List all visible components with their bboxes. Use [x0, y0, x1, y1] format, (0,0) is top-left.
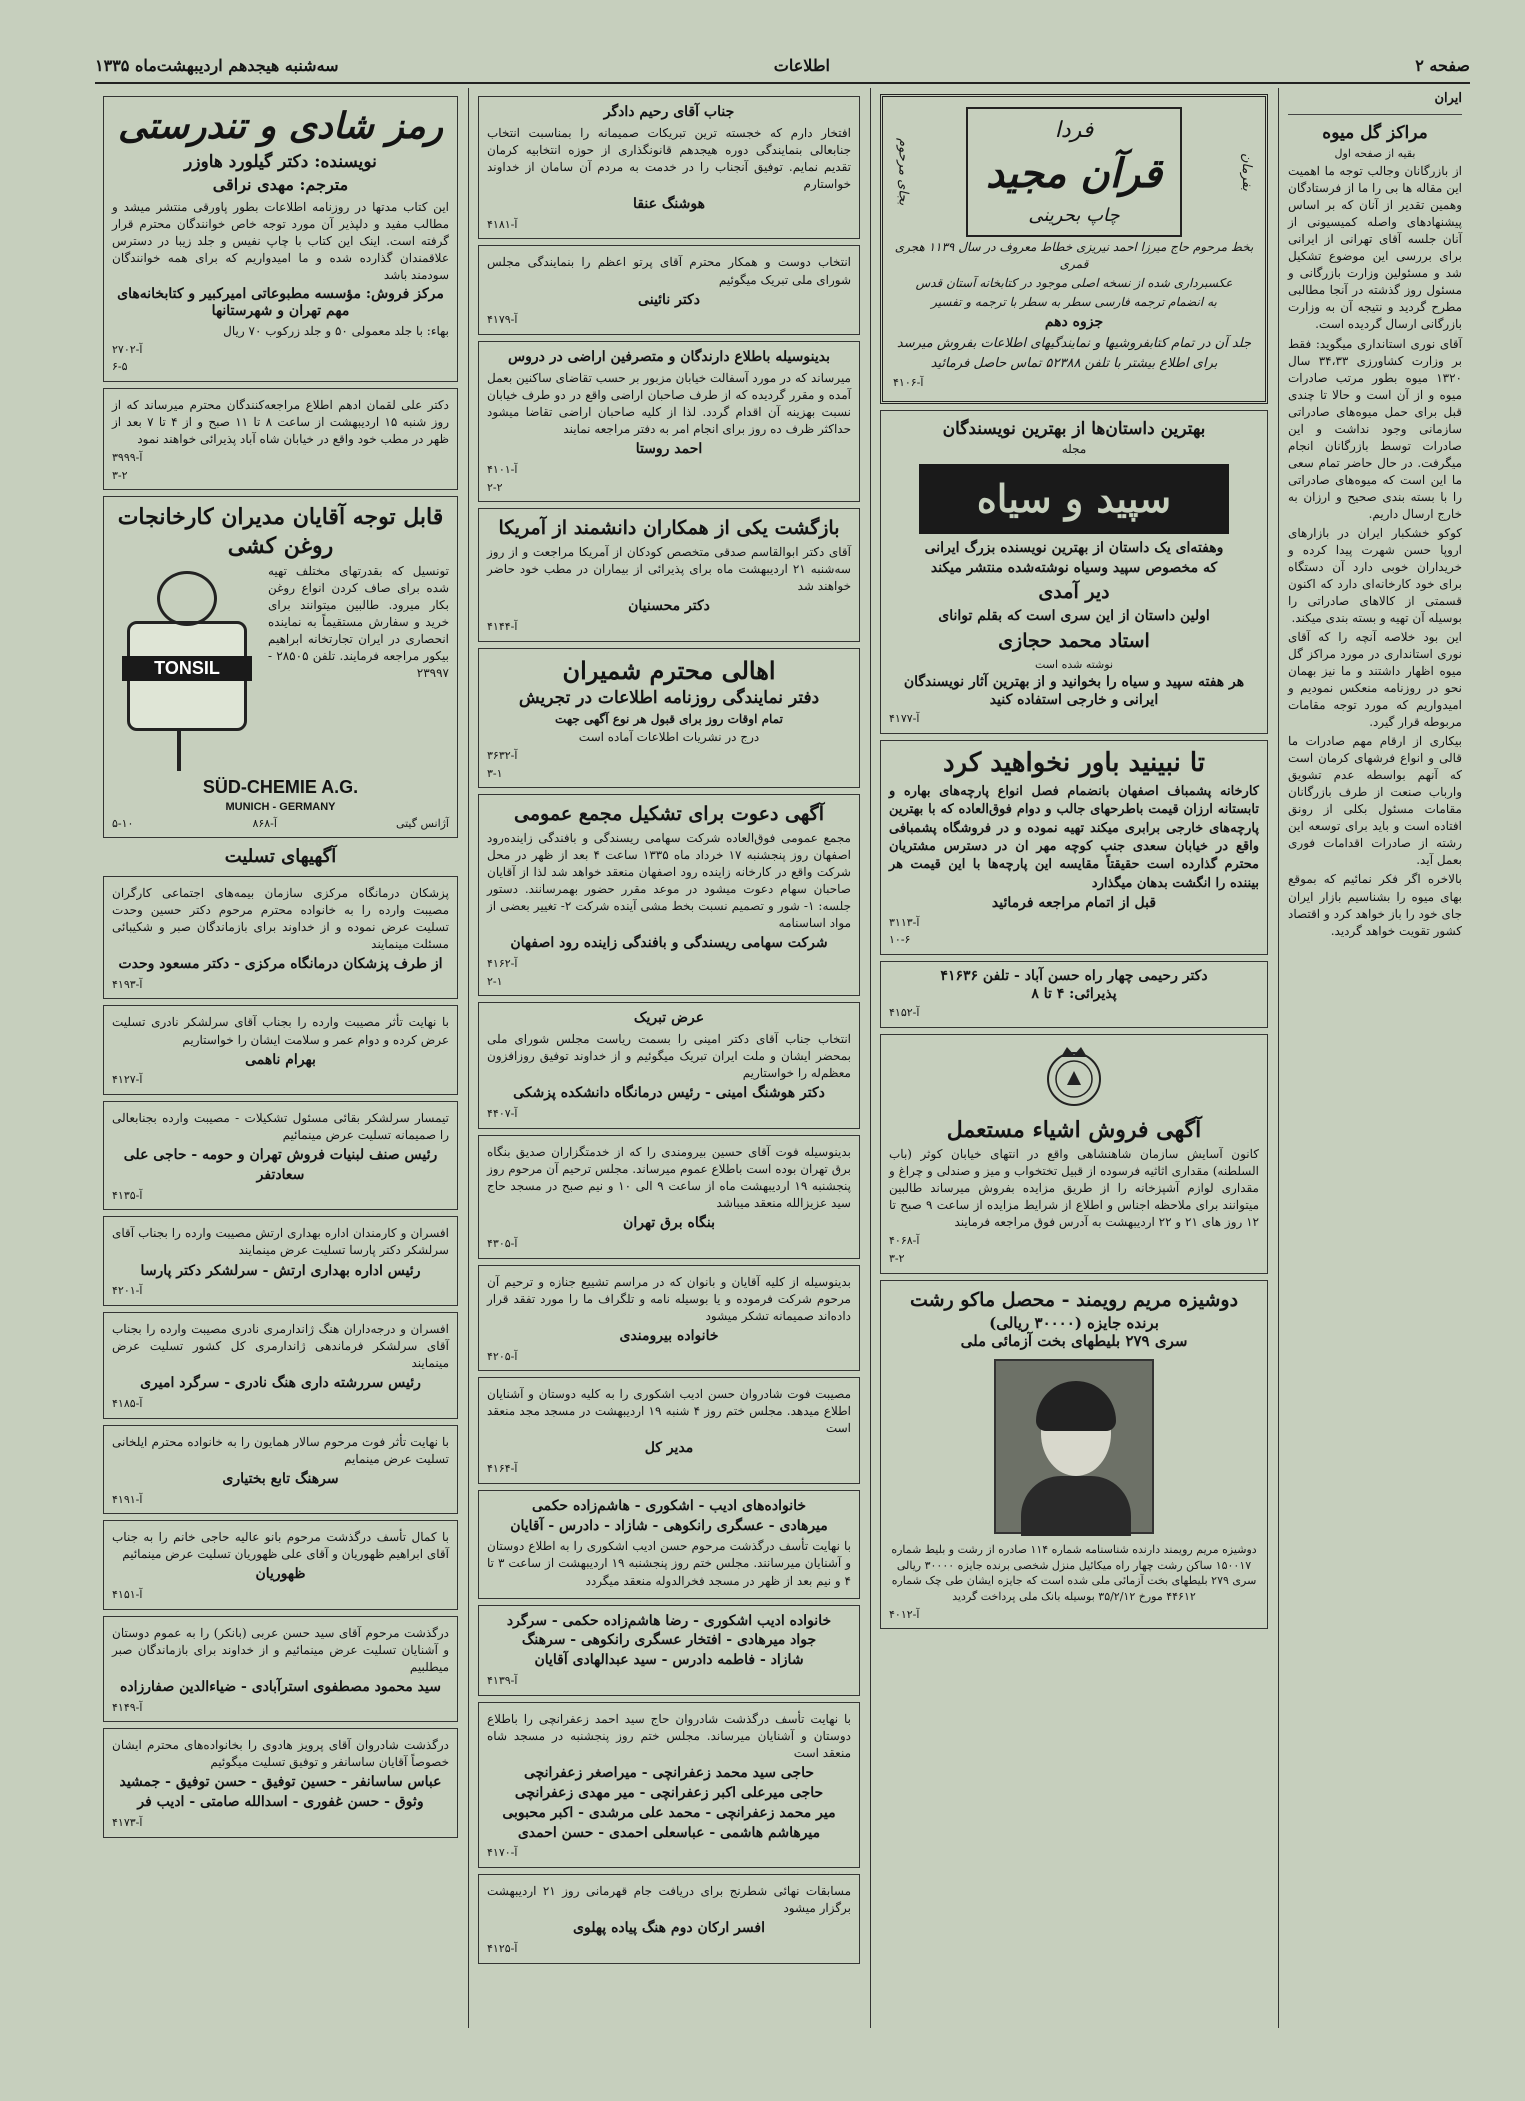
- quran-line: عکسبرداری شده از نسخه اصلی موجود در کتابخانه آستان قدس: [915, 275, 1233, 290]
- ad-body: تیمسار سرلشکر بقائی مسئول تشکیلات - مصیبت وارده بجنابعالی را صمیمانه تسلیت عرض مینمائیم: [112, 1111, 449, 1143]
- death-ad-3: [478, 1377, 860, 1484]
- issue-date: سه‌شنبه هیجدهم اردیبهشت‌ماه ۱۳۳۵: [95, 56, 339, 75]
- ad-code: ۳-۱: [487, 766, 503, 780]
- ad-code: آ-۴۱۷۹: [487, 313, 518, 327]
- ad-sign: دکتر هوشنگ امینی - رئیس درمانگاه دانشکده پزشکی: [513, 1085, 825, 1102]
- quran-line: جلد آن در تمام کتابفروشیها و نمایندگیهای اطلاعات بفروش میرسد: [896, 335, 1252, 351]
- ad-body: آقای دکتر ابوالقاسم صدقی متخصص کودکان از آمریکا مراجعت و از روز سه‌شنبه ۲۱ اردیبهشت ماه برای پذیرائی از بیماران در مطب خود حاضر خواهند شد: [487, 545, 852, 594]
- notice-ad: [478, 1874, 860, 1964]
- news-paragraph: بیکاری از ارقام مهم صادرات ما قالی و انواع فرشهای کرمان است که آنهم بواسطه عدم تشویق وارباب صنعت از طرف بازرگانان مقامات مسئول بکلی از رونق افتاده است و باید برای توسعه این رشته از صادرات اقدامات فوری بعمل آید.: [1288, 734, 1462, 868]
- tonsil-ad: [103, 496, 458, 838]
- book-author: نویسنده: دکتر گیلورد هاوزر: [184, 151, 377, 172]
- ad-code: آ-۴۱۴۹: [112, 1700, 143, 1714]
- ad-body: افسران و درجه‌داران هنگ ژاندارمری نادری مصیبت وارده را بجناب آقای سرلشکر فرماندهی ژاندارمری کل کشور تسلیت عرض مینمایند: [112, 1321, 449, 1371]
- sepid-line: اولین داستان از این سری است که بقلم توانای: [938, 608, 1210, 625]
- ad-title: بدینوسیله باطلاع دارندگان و متصرفین اراضی در دروس: [507, 349, 831, 366]
- families-ad: [478, 1490, 860, 1599]
- ad-body: دکتر علی لقمان ادهم اطلاع مراجعه‌کنندگان محترم میرساند که از روز شنبه ۱۵ اردیبهشت از ساعت ۸ تا ۱۱ صبح و از ۴ تا ۷ بعد از ظهر در مطب خود واقع در خیابان شاه آباد پذیرائی خواهند نمود: [112, 398, 450, 447]
- ad-body: با نهایت تأسف درگذشت مرحوم حسن ادیب اشکوری را به اطلاع دوستان و آشنایان میرسانند. مجلس ختم روز پنجشنبه ۱۹ اردیبهشت از ساعت ۳ تا ۴ و نیم بعد از ظهر در مسجد فخرالدوله منعقد میگردد: [487, 1539, 852, 1588]
- thanks-ad-1: [478, 96, 860, 239]
- ad-code: آ-۴۱۲۷: [112, 1073, 143, 1087]
- column-divider: [1278, 88, 1279, 2028]
- ad-code: آ-۴۱۰۱: [487, 462, 518, 476]
- book-price: بهاء: با جلد معمولی ۵۰ و جلد زرکوب ۷۰ ریال: [223, 323, 449, 338]
- doctor-hours: پذیرائی: ۴ تا ۸: [1031, 985, 1117, 1002]
- page-header: [95, 52, 1470, 82]
- condolence-item: [103, 1520, 458, 1610]
- ad-code: آ-۴۲۰۱: [112, 1284, 143, 1298]
- auction-ad: [880, 1034, 1268, 1274]
- ad-code: آ-۴۱۸۵: [112, 1396, 143, 1410]
- ad-code: ۱۰-۶: [889, 933, 911, 947]
- ad-body: میرساند که در مورد آسفالت خیابان مزبور بر حسب تقاضای ساکنین بعمل آمده و مقرر گردیده که از طرف صاحبان اراضی واقع در دو طرف خیابان نسبت بهزینه آن اقدام گردد. لذا از کلیه صاحبان اراضی تقاضا میشود حداکثر ظرف ده روز برای انجام امر به دفتر مراجعه نمایند: [487, 370, 851, 436]
- ad-sign: ظهوریان: [255, 1566, 306, 1583]
- quran-side-right: بفرمان: [1239, 152, 1254, 191]
- ad-body: با نهایت تأسف درگذشت شادروان حاج سید احمد زعفرانچی را باطلاع دوستان و آشنایان میرساند. مجلس ختم روز پنجشنبه در مسجد شاه منعقد است: [487, 1711, 851, 1760]
- ad-sign: رئیس صنف لبنیات فروش تهران و حومه - حاجی علی سعادتفر: [123, 1147, 438, 1183]
- lottery-caption: دوشیزه مریم رویمند دارنده شناسنامه شماره ۱۱۴ صادره از رشت و بلیط شماره ۱۵۰۰۱۷ ساکن رشت چهار راه میکائیل منزل شخصی برنده جایزه ۳۰۰۰۰ ریالی سری ۲۷۹ بلیطهای بخت آزمائی ملی شده است که جایزه ایشان طی چک شماره ۴۴۶۱۲ مورخ ۳۵/۲/۱۲ بوسیله بانک ملی پرداخت گردید: [891, 1543, 1257, 1603]
- quran-title: قرآن مجید: [986, 150, 1162, 198]
- ad-sign: خانواده بیرومندی: [619, 1327, 719, 1344]
- quran-top: فردا: [1054, 118, 1094, 143]
- ad-sign: عباس ساسانفر - حسین توفیق - حسن توفیق - جمشید وثوق - حسن غفوری - اسدالله صامتی - ادیب فر: [119, 1774, 442, 1811]
- ad-code: آ-۴۱۷۳: [112, 1816, 143, 1830]
- sepid-line: وهفته‌ای یک داستان از بهترین نویسنده بزرگ ایرانی: [924, 540, 1224, 557]
- fabric-line: قبل از اتمام مراجعه فرمائید: [991, 895, 1157, 912]
- ad-code: آ-۴۱۹۱: [112, 1492, 143, 1506]
- ad-line: جواد میرهادی - افتخار عسگری رانکوهی - سرهنگ: [521, 1632, 817, 1649]
- ad-body: انتخاب جناب آقای دکتر امینی را بسمت ریاست مجلس شورای ملی بمحضر ایشان و ملت ایران تبریک میگوئیم و از خداوند توفیق روزافزون معظم‌له را خواستاریم: [487, 1032, 851, 1081]
- tonsil-product-image: [112, 561, 262, 771]
- families-ad-2: [478, 1605, 860, 1696]
- ad-code: ۶-۵: [112, 360, 128, 374]
- death-ad-2: [478, 1265, 860, 1372]
- ad-code: آ-۴۱۳۵: [112, 1188, 143, 1202]
- ad-sign: سرهنگ تابع بختیاری: [222, 1470, 339, 1487]
- ad-sign: از طرف پزشکان درمانگاه مرکزی - دکتر مسعود وحدت: [118, 955, 443, 972]
- ad-body: پزشکان درمانگاه مرکزی سازمان بیمه‌های اجتماعی کارگران مصیبت وارده را به خانواده محترم مرحوم دکتر حسین وحدت تسلیت عرض نموده و از خداوند برای بازماندگان صبر و شکیبائی مسئلت مینمایند: [112, 885, 449, 951]
- ad-sign: سید محمود مصطفوی استرآبادی - ضیاءالدین صفارزاده: [120, 1678, 441, 1695]
- header-rule: [95, 82, 1470, 84]
- sepid-mag: مجله: [1061, 442, 1087, 457]
- news-paragraph: این بود خلاصه آنچه را که آقای نوری استانداری در مورد مراکز گل میوه اظهار داشتند و ما نیز بهمان نحو در روزنامه منعکس نمودیم و امیدواریم که مورد توجه مقامات مربوطه قرار گیرد.: [1288, 630, 1462, 730]
- tonsil-brand: TONSIL: [122, 656, 252, 682]
- dr-ad: [103, 388, 458, 490]
- news-column: [1280, 90, 1470, 2025]
- ad-code: آ-۴۱۶۴: [487, 1462, 518, 1476]
- doctor-ad: [880, 961, 1268, 1028]
- quran-part: جزوه دهم: [1044, 313, 1104, 330]
- ad-body: درگذشت مرحوم آقای سید حسن عربی (بانکر) را به عموم دوستان و آشنایان تسلیت عرض مینمائیم و از خداوند برای بازماندگان صبر میطلبیم: [112, 1625, 449, 1674]
- land-ad: [478, 341, 860, 502]
- tonsil-title: قابل توجه آقایان مدیران کارخانجات روغن کشی: [117, 504, 444, 559]
- sepid-ad: [880, 410, 1268, 734]
- sepid-line: هر هفته سپید و سیاه را بخوانید و از بهترین آثار نویسندگان ایرانی و خارجی استفاده کنید: [903, 674, 1245, 708]
- ad-code: آ-۴۱۷۷: [889, 712, 920, 726]
- news-paragraph: از بازرگانان وجالب توجه ما اهمیت این مقاله ها بی را ما از فرستادگان وهمین تقدیر از آنان که بر اساس پیشنهادهای واصله کمیسیونی از آنان جلسه آقای تهرانی از ایرانی برای بررسی این موضوع تشکیل شد و مسئولین وزارت بازرگانی و مسئول روز گذشته در آنجا مطالبی مطرح گردید و نتیجه آن به وزارت بازرگانی ارسال گردیده است.: [1288, 164, 1462, 332]
- ad-sign: دکتر محسنیان: [628, 598, 710, 615]
- death-ad-1: [478, 1135, 860, 1259]
- ads-column-4: [95, 90, 466, 2025]
- condolence-list: [103, 876, 458, 1838]
- ad-sign: دکتر نائینی: [638, 291, 700, 308]
- ad-code: آ-۴۴۰۷: [487, 1107, 518, 1121]
- sepid-logo: سپید و سیاه: [919, 464, 1229, 534]
- ad-sign: بنگاه برق تهران: [623, 1215, 715, 1232]
- ad-line: خانواده ادیب اشکوری - رضا هاشم‌زاده حکمی - سرگرد: [506, 1612, 832, 1629]
- paper-name: اطلاعات: [773, 56, 830, 75]
- ads-column-2: [872, 90, 1276, 2025]
- ad-sign: رئیس سررشته داری هنگ نادری - سرگرد امیری: [140, 1375, 421, 1392]
- ad-code: آ-۴۱۳۹: [487, 1674, 518, 1688]
- ads-column-3: [470, 90, 868, 2025]
- ad-agent: آژانس گیتی: [395, 816, 449, 830]
- ad-code: آ-۴۱۲۵: [487, 1941, 518, 1955]
- ad-code: آ-۴۱۰۶: [893, 376, 924, 390]
- ad-body: انتخاب دوست و همکار محترم آقای پرتو اعظم را بنمایندگی مجلس شورای ملی تبریک میگوئیم: [487, 255, 851, 287]
- book-title: رمز شادی و تندرستی: [117, 105, 444, 147]
- ad-line: میرهادی - عسگری رانکوهی - شازاد - دادرس - آقایان: [510, 1517, 828, 1534]
- ad-code: آ-۴۱۶۲: [487, 957, 518, 971]
- return-ad: [478, 508, 860, 642]
- ad-code: آ-۴۱۴۴: [487, 620, 518, 634]
- ad-code: ۲-۱: [487, 974, 503, 988]
- sepid-head: بهترین داستان‌ها از بهترین نویسندگان: [942, 419, 1206, 440]
- book-translator: مترجم: مهدی نراقی: [212, 174, 349, 194]
- ad-code: آ-۴۱۹۳: [112, 977, 143, 991]
- doctor-text: دکتر رحیمی چهار راه حسن آباد - تلفن ۴۱۶۳۶: [940, 968, 1208, 985]
- condolence-item: [103, 1728, 458, 1837]
- ad-code: آ-۴۱۸۱: [487, 217, 518, 231]
- ad-code: آ-۴۱۵۱: [112, 1588, 143, 1602]
- sepid-line: نوشته شده است: [1035, 657, 1113, 671]
- sepid-author: استاد محمد حجازی: [998, 629, 1150, 652]
- ad-line: میر محمد زعفرانچی - محمد علی مرشدی - اکبر محبوبی: [502, 1804, 836, 1821]
- ad-code: آ-۴۱۵۲: [889, 1006, 920, 1020]
- book-body: این کتاب مدتها در روزنامه اطلاعات بطور پاورقی منتشر میشد و مطالب مفید و دلپذیر آن مورد توجه خاص خوانندگان محترم قرار گرفته است. اینک این کتاب با چاپ نفیس و جلد زیبا در دسترس علاقمندان گذارده شده و ما امیدواریم که برای همه خوانندگان سودمند باشد: [112, 199, 449, 282]
- ad-line: درج در نشریات اطلاعات آماده است: [578, 729, 760, 744]
- page-number: صفحه ۲: [1415, 56, 1470, 75]
- ad-title: آگهی دعوت برای تشکیل مجمع عمومی: [514, 803, 824, 826]
- maker-name: SÜD-CHEMIE A.G.: [202, 776, 359, 797]
- column-divider: [468, 88, 469, 2028]
- quran-side-left: بجای مرحوم: [895, 138, 911, 206]
- condolence-item: [103, 876, 458, 1000]
- news-paragraph: کوکو خشکبار ایران در بازارهای اروپا حسن شهرت پیدا کرده و خریداران خوبی دارد آن دستگاه برای خود کارخانه‌ای دارد که اکنون قسمتی از کالاهای صادراتی را بوسیله آن تهیه و بسته بندی میکند.: [1288, 525, 1462, 625]
- winner-photo: [994, 1359, 1154, 1534]
- ad-code: آ-۴۲۰۵: [487, 1349, 518, 1363]
- ad-code: آ-۴۳۰۵: [487, 1236, 518, 1250]
- fabric-body: کارخانه پشمباف اصفهان بانضمام فصل انواع پارچه‌های بهاره و تابستانه ارزان قیمت باطرحهای جالب و دوام فوق‌العاده که با بهترین پارچه‌های خارجی برابری میکند تهیه نموده و در فروشگاه پشمبافی واقع در خیابان سعدی جنب کوچه مهر ان در دسترس مشتریان محترم گذارده است حقیقتاً مقایسه این پارچه‌ها با این قیمت هر بیننده را انگشت بدهان میگذارد: [889, 783, 1259, 891]
- condolence-item: [103, 1005, 458, 1095]
- ad-code: ۵-۱۰: [112, 816, 134, 830]
- ad-code: آ-۴۱۷۰: [487, 1846, 518, 1860]
- ad-sub: دفتر نمایندگی روزنامه اطلاعات در تجریش: [518, 687, 820, 708]
- news-cont: بقیه از صفحه اول: [1334, 146, 1416, 160]
- ad-body: افتخار دارم که خجسته ترین تبریکات صمیمانه را بمناسبت انتخاب جنابعالی بنمایندگی دوره هیجدهم قانونگذاری از حوزه انتخابیه کرمان تقدیم نمایم. توفیق آنجناب را در خدمت به مردم آن سامان از خداوند خواستارم: [487, 125, 851, 191]
- lottery-line: برنده جایزه (۳۰۰۰۰ ریالی): [989, 1313, 1159, 1332]
- ad-body: با نهایت تأثر مصیبت وارده را بجناب آقای سرلشکر نادری تسلیت عرض کرده و دوام عمر و سلامت ایشان را خواستاریم: [112, 1015, 449, 1047]
- ad-body: با کمال تأسف درگذشت مرحوم بانو عالیه حاجی خانم را به جناب آقای ابراهیم ظهوریان و آقای علی ظهوریان تسلیت عرض مینمائیم: [112, 1530, 449, 1562]
- ad-sign: رئیس اداره بهداری ارتش - سرلشکر دکتر پارسا: [140, 1262, 421, 1279]
- thanks-ad-2: [478, 245, 860, 335]
- ad-title: بازگشت یکی از همکاران دانشمند از آمریکا: [498, 517, 840, 540]
- ad-code: آ-۴۰۱۲: [889, 1607, 920, 1621]
- ad-body: افسران و کارمندان اداره بهداری ارتش مصیبت وارده را بجناب آقای سرلشکر دکتر پارسا تسلیت عرض مینمایند: [112, 1226, 449, 1258]
- ad-line: شازاد - فاطمه دادرس - سید عبدالهادی آقایان: [534, 1652, 804, 1669]
- sepid-story: دیر آمدی: [1038, 581, 1110, 604]
- crest-icon: [889, 1041, 1259, 1116]
- assembly-ad: [478, 794, 860, 996]
- ad-sign: هوشنگ عنقا: [633, 196, 705, 212]
- section-label: ایران: [1434, 91, 1462, 106]
- book-ad: [103, 96, 458, 382]
- lottery-ad: [880, 1280, 1268, 1630]
- book-dist: مرکز فروش: مؤسسه مطبوعاتی امیرکبیر و کتابخانه‌های مهم تهران و شهرستانها: [117, 285, 444, 320]
- ad-body: بدینوسیله از کلیه آقایان و بانوان که در مراسم تشییع جنازه و ترحیم آن مرحوم شرکت فرموده و یا بوسیله نامه و تلگراف ما را مورد تفقد قرار داده‌اند صمیمانه تشکر میشود: [487, 1274, 851, 1323]
- ad-body: با نهایت تأثر فوت مرحوم سالار همایون را به خانواده محترم ایلخانی تسلیت عرض مینمایم: [112, 1434, 449, 1466]
- ad-line: میرهاشم هاشمی - عباسعلی احمدی - حسن احمدی: [517, 1824, 821, 1841]
- ad-body: مصیبت فوت شادروان حسن ادیب اشکوری را به کلیه دوستان و آشنایان اطلاع میدهد. مجلس ختم روز ۴ شنبه ۱۹ اردیبهشت در مسجد مجد منعقد است: [487, 1387, 852, 1436]
- ad-code: آ-۳۶۳۲: [487, 749, 518, 763]
- condolence-item: [103, 1101, 458, 1210]
- ad-line: حاجی سید محمد زعفرانچی - میراصغر زعفرانچی: [523, 1764, 815, 1781]
- lottery-title: دوشیزه مریم رویمند - محصل ماکو رشت: [909, 1288, 1239, 1311]
- ad-sign: احمد روستا: [635, 441, 703, 458]
- ad-code: ۳-۲: [889, 1252, 905, 1266]
- condolences-heading: آگهیهای تسلیت: [224, 846, 337, 868]
- fabric-ad: [880, 740, 1268, 955]
- ad-body: بدینوسیله فوت آقای حسین بیرومندی را که از خدمتگزاران صدیق بنگاه برق تهران بوده است باطلاع عموم میرساند. مجلس ترحیم آن مرحوم روز پنجشنبه ۱۹ اردیبهشت ماه از ساعت ۹ الی ۱۰ و نیم صبح در مسجد حاج سید عزیزالله منعقد میباشد: [487, 1144, 852, 1211]
- ad-sign: بهرام ناهمی: [245, 1051, 316, 1068]
- tonsil-body: تونسیل که بقدرتهای مختلف تهیه شده برای صاف کردن انواع روغن بکار میرود. طالبین میتوانند برای خرید و سفارش مستقیماً به نماینده انحصاری در ایران تجارتخانه ابراهیم بیکور مراجعه فرمایند. تلفن ۲۸۵۰۵ - ۲۳۹۹۷: [268, 563, 449, 680]
- quran-line: به انضمام ترجمه فارسی سطر به سطر با ترجمه و تفسیر: [931, 294, 1217, 309]
- news-paragraph: آقای نوری استانداری میگوید: فقط بر وزارت کشاورزی ۳۴،۳۳ سال ۱۳۲۰ میوه بطور مرتب صادرات میوه و از آن است و حالا تا چندی قبل برای حمل میوه‌های صادراتی سازمانی وجود نداشت و این صادرات توسط بازرگانان انجام میگرفت. در حال حاضر تمام سعی ما این است که میوه‌های صادراتی را با بسته بندی صحیح و ارزان به خارج ارسال داریم.: [1288, 336, 1462, 521]
- ad-sign: مدیر کل: [644, 1440, 694, 1457]
- ad-body: مسابقات نهائی شطرنج برای دریافت جام قهرمانی روز ۲۱ اردیبهشت برگزار میشود: [487, 1883, 851, 1916]
- ad-line: خانواده‌های ادیب - اشکوری - هاشم‌زاده حکمی: [531, 1497, 807, 1514]
- families-ad-3: [478, 1702, 860, 1868]
- fabric-title: تا نبینید باور نخواهید کرد: [942, 747, 1206, 778]
- ad-code: ۲-۲: [487, 480, 503, 494]
- news-title: مراکز گل میوه: [1322, 123, 1428, 144]
- ad-body: مجمع عمومی فوق‌العاده شرکت سهامی ریسندگی و بافندگی زاینده‌رود اصفهان روز پنجشنبه ۱۷ خرداد ماه ۱۳۳۵ ساعت ۴ بعد از ظهر در محل شرکت واقع در کارخانه زاینده رود اصفهان منعقد خواهد شد لذا از آقایان صاحبان سهام دعوت میشود در موعد مقرر حضور بهمرسانند. دستور جلسه: ۱- شور و تصمیم نسبت بخط مشی آینده شرکت ۲- تغییر بعضی از مواد اساسنامه: [487, 831, 852, 931]
- ad-line: تمام اوقات روز برای قبول هر نوع آگهی جهت: [555, 711, 783, 726]
- condolence-item: [103, 1312, 458, 1419]
- ad-code: آ-۳۹۹۹: [112, 451, 143, 465]
- ad-code: آ-۴۰۶۸: [889, 1234, 920, 1248]
- sepid-line: که مخصوص سپید وسیاه نوشته‌شده منتشر میکند: [930, 559, 1218, 576]
- congrats-ad: [478, 1002, 860, 1128]
- condolence-item: [103, 1616, 458, 1723]
- condolence-item: [103, 1216, 458, 1306]
- ad-code: آ-۲۷۰۲: [112, 342, 143, 356]
- lottery-line: سری ۲۷۹ بلیطهای بخت آزمائی ملی: [960, 1332, 1188, 1351]
- quran-line: برای اطلاع بیشتر با تلفن ۵۲۳۸۸ تماس حاصل فرمائید: [930, 356, 1218, 372]
- ad-body: درگذشت شادروان آقای پرویز هادوی را بخانواده‌های محترم ایشان خصوصاً آقایان ساسانفر و توفیق تسلیت میگوئیم: [112, 1738, 449, 1770]
- shemiran-ad: [478, 648, 860, 789]
- ad-sign: شرکت سهامی ریسندگی و بافندگی زاینده رود اصفهان: [510, 935, 828, 952]
- column-divider: [870, 88, 871, 2028]
- condolence-item: [103, 1425, 458, 1515]
- auction-title: آگهی فروش اشیاء مستعمل: [946, 1116, 1202, 1143]
- ad-line: حاجی میرعلی اکبر زعفرانچی - میر مهدی زعفرانچی: [514, 1784, 824, 1801]
- news-paragraph: بالاخره اگر فکر نمائیم که بموقع بهای میوه را بشناسیم بازار ایران جای خود را باز خواهد کرد و اقتصاد کشور تقویت خواهد گردید.: [1288, 872, 1462, 938]
- ad-sign: افسر ارکان دوم هنگ پیاده پهلوی: [573, 1920, 765, 1937]
- ad-code: ۳-۲: [112, 468, 128, 482]
- quran-sub: چاپ بحرینی: [1028, 205, 1120, 227]
- maker-city: MUNICH - GERMANY: [225, 801, 336, 814]
- ad-title: عرض تبریک: [633, 1010, 705, 1027]
- ad-code: آ-۳۱۱۳: [889, 915, 920, 929]
- ad-code: آ-۸۶۸: [252, 816, 277, 830]
- quran-caption: بخط مرحوم حاج میرزا احمد نیریزی خطاط معروف در سال ۱۱۳۹ هجری قمری: [894, 239, 1254, 271]
- auction-body: کانون آسایش سازمان شاهنشاهی واقع در انتهای خیابان کوثر (باب السلطنه) مقداری اثاثیه فرسوده از قبیل تختخواب و میز و صندلی و چراغ و مقداری لوازم آشپزخانه را از طریق مزایده بفروش میرساند طالبین میتوانند برای ملاحظه اجناس و اطلاع از شرایط مزایده از ساعت ۹ صبح تا ۱۲ روز های ۲۱ و ۲۲ اردیبهشت به آدرس فوق مراجعه فرمایند: [889, 1147, 1260, 1230]
- quran-ad: [880, 94, 1268, 404]
- ad-title: اهالی محترم شمیران: [562, 655, 776, 685]
- ad-title: جناب آقای رحیم دادگر: [603, 104, 735, 120]
